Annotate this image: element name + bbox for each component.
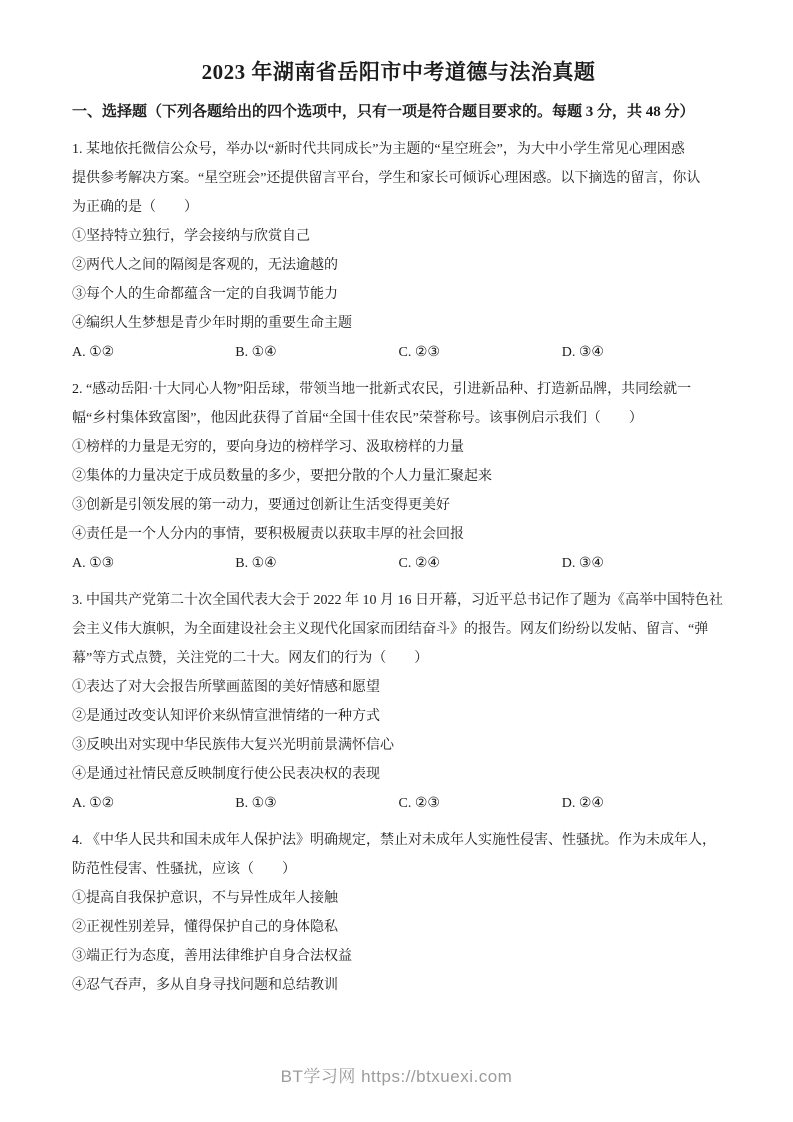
question-1-option-b: B. ①④ [235, 345, 277, 360]
question-3-options-row [72, 789, 725, 818]
question-4-item-1: ①提高自我保护意识，不与异性成年人接触 [72, 891, 338, 906]
question-1-option-a: A. ①② [72, 345, 115, 360]
question-4-item-4: ④忍气吞声，多从自身寻找问题和总结教训 [72, 978, 338, 993]
question-4 [72, 826, 725, 1000]
question-4-stem-line-1: 4. 《中华人民共和国未成年人保护法》明确规定，禁止对未成年人实施性侵害、性骚扰。作为未成年人， [72, 833, 716, 848]
question-3-stem-line-3: 幕”等方式点赞，关注党的二十大。网友们的行为（ ） [72, 651, 429, 666]
question-4-item-3: ③端正行为态度，善用法律维护自身合法权益 [72, 949, 352, 964]
question-1-item-3: ③每个人的生命都蕴含一定的自我调节能力 [72, 287, 338, 302]
question-3-item-3: ③反映出对实现中华民族伟大复兴光明前景满怀信心 [72, 738, 394, 753]
question-3-stem-line-1: 3. 中国共产党第二十次全国代表大会于 2022 年 10 月 16 日开幕，习近平总书记作了题为《高举中国特色社 [72, 593, 723, 608]
question-1-stem-line-3: 为正确的是（ ） [72, 200, 198, 215]
document-title: 2023 年湖南省岳阳市中考道德与法治真题 [201, 60, 596, 84]
question-1-option-c: C. ②③ [398, 345, 440, 360]
question-4-item-2: ②正视性别差异，懂得保护自己的身体隐私 [72, 920, 338, 935]
question-2-stem-line-1: 2. “感动岳阳·十大同心人物”阳岳球，带领当地一批新式农民，引进新品种、打造新品牌，共同绘就一 [72, 382, 692, 397]
question-2-item-2: ②集体的力量决定于成员数量的多少，要把分散的个人力量汇聚起来 [72, 469, 492, 484]
question-1-item-2: ②两代人之间的隔阂是客观的，无法逾越的 [72, 258, 338, 273]
question-3-item-4: ④是通过社情民意反映制度行使公民表决权的表现 [72, 767, 380, 782]
question-3-option-b: B. ①③ [235, 796, 277, 811]
question-4-stem-line-2: 防范性侵害、性骚扰，应该（ ） [72, 862, 296, 877]
question-3-item-1: ①表达了对大会报告所擘画蓝图的美好情感和愿望 [72, 680, 380, 695]
section-heading: 一、选择题（下列各题给出的四个选项中，只有一项是符合题目要求的。每题 3 分，共 48 分） [72, 104, 695, 120]
question-3-option-d: D. ②④ [561, 796, 604, 811]
question-2-item-3: ③创新是引领发展的第一动力，要通过创新让生活变得更美好 [72, 498, 450, 513]
question-1 [72, 135, 725, 367]
question-3-option-c: C. ②③ [398, 796, 440, 811]
question-2-option-b: B. ①④ [235, 556, 277, 571]
question-1-stem-line-2: 提供参考解决方案。“星空班会”还提供留言平台，学生和家长可倾诉心理困惑。以下摘选的留言，你认 [72, 171, 701, 186]
question-2-options-row [72, 549, 725, 578]
question-3-stem-line-2: 会主义伟大旗帜，为全面建设社会主义现代化国家而团结奋斗》的报告。网友们纷纷以发帖、留言、“弹 [72, 622, 709, 637]
question-2-option-c: C. ②④ [398, 556, 440, 571]
watermark-footer: BT学习网 https://btxuexi.com [280, 1067, 513, 1086]
question-1-stem-line-1: 1. 某地依托微信公众号，举办以“新时代共同成长”为主题的“星空班会”，为大中小学生常见心理困惑 [72, 142, 685, 157]
question-2-item-4: ④责任是一个人分内的事情，要积极履责以获取丰厚的社会回报 [72, 527, 464, 542]
question-2-option-a: A. ①③ [72, 556, 115, 571]
question-2-item-1: ①榜样的力量是无穷的，要向身边的榜样学习、汲取榜样的力量 [72, 440, 464, 455]
question-1-item-4: ④编织人生梦想是青少年时期的重要生命主题 [72, 316, 352, 331]
question-3 [72, 586, 725, 818]
question-2-stem-line-2: 幅“乡村集体致富图”，他因此获得了首届“全国十佳农民”荣誉称号。该事例启示我们（ ） [72, 411, 643, 426]
question-3-item-2: ②是通过改变认知评价来纵情宣泄情绪的一种方式 [72, 709, 380, 724]
question-2-option-d: D. ③④ [561, 556, 604, 571]
question-2 [72, 375, 725, 578]
question-1-options-row [72, 338, 725, 367]
question-1-option-d: D. ③④ [561, 345, 604, 360]
question-3-option-a: A. ①② [72, 796, 115, 811]
question-1-item-1: ①坚持特立独行，学会接纳与欣赏自己 [72, 229, 310, 244]
